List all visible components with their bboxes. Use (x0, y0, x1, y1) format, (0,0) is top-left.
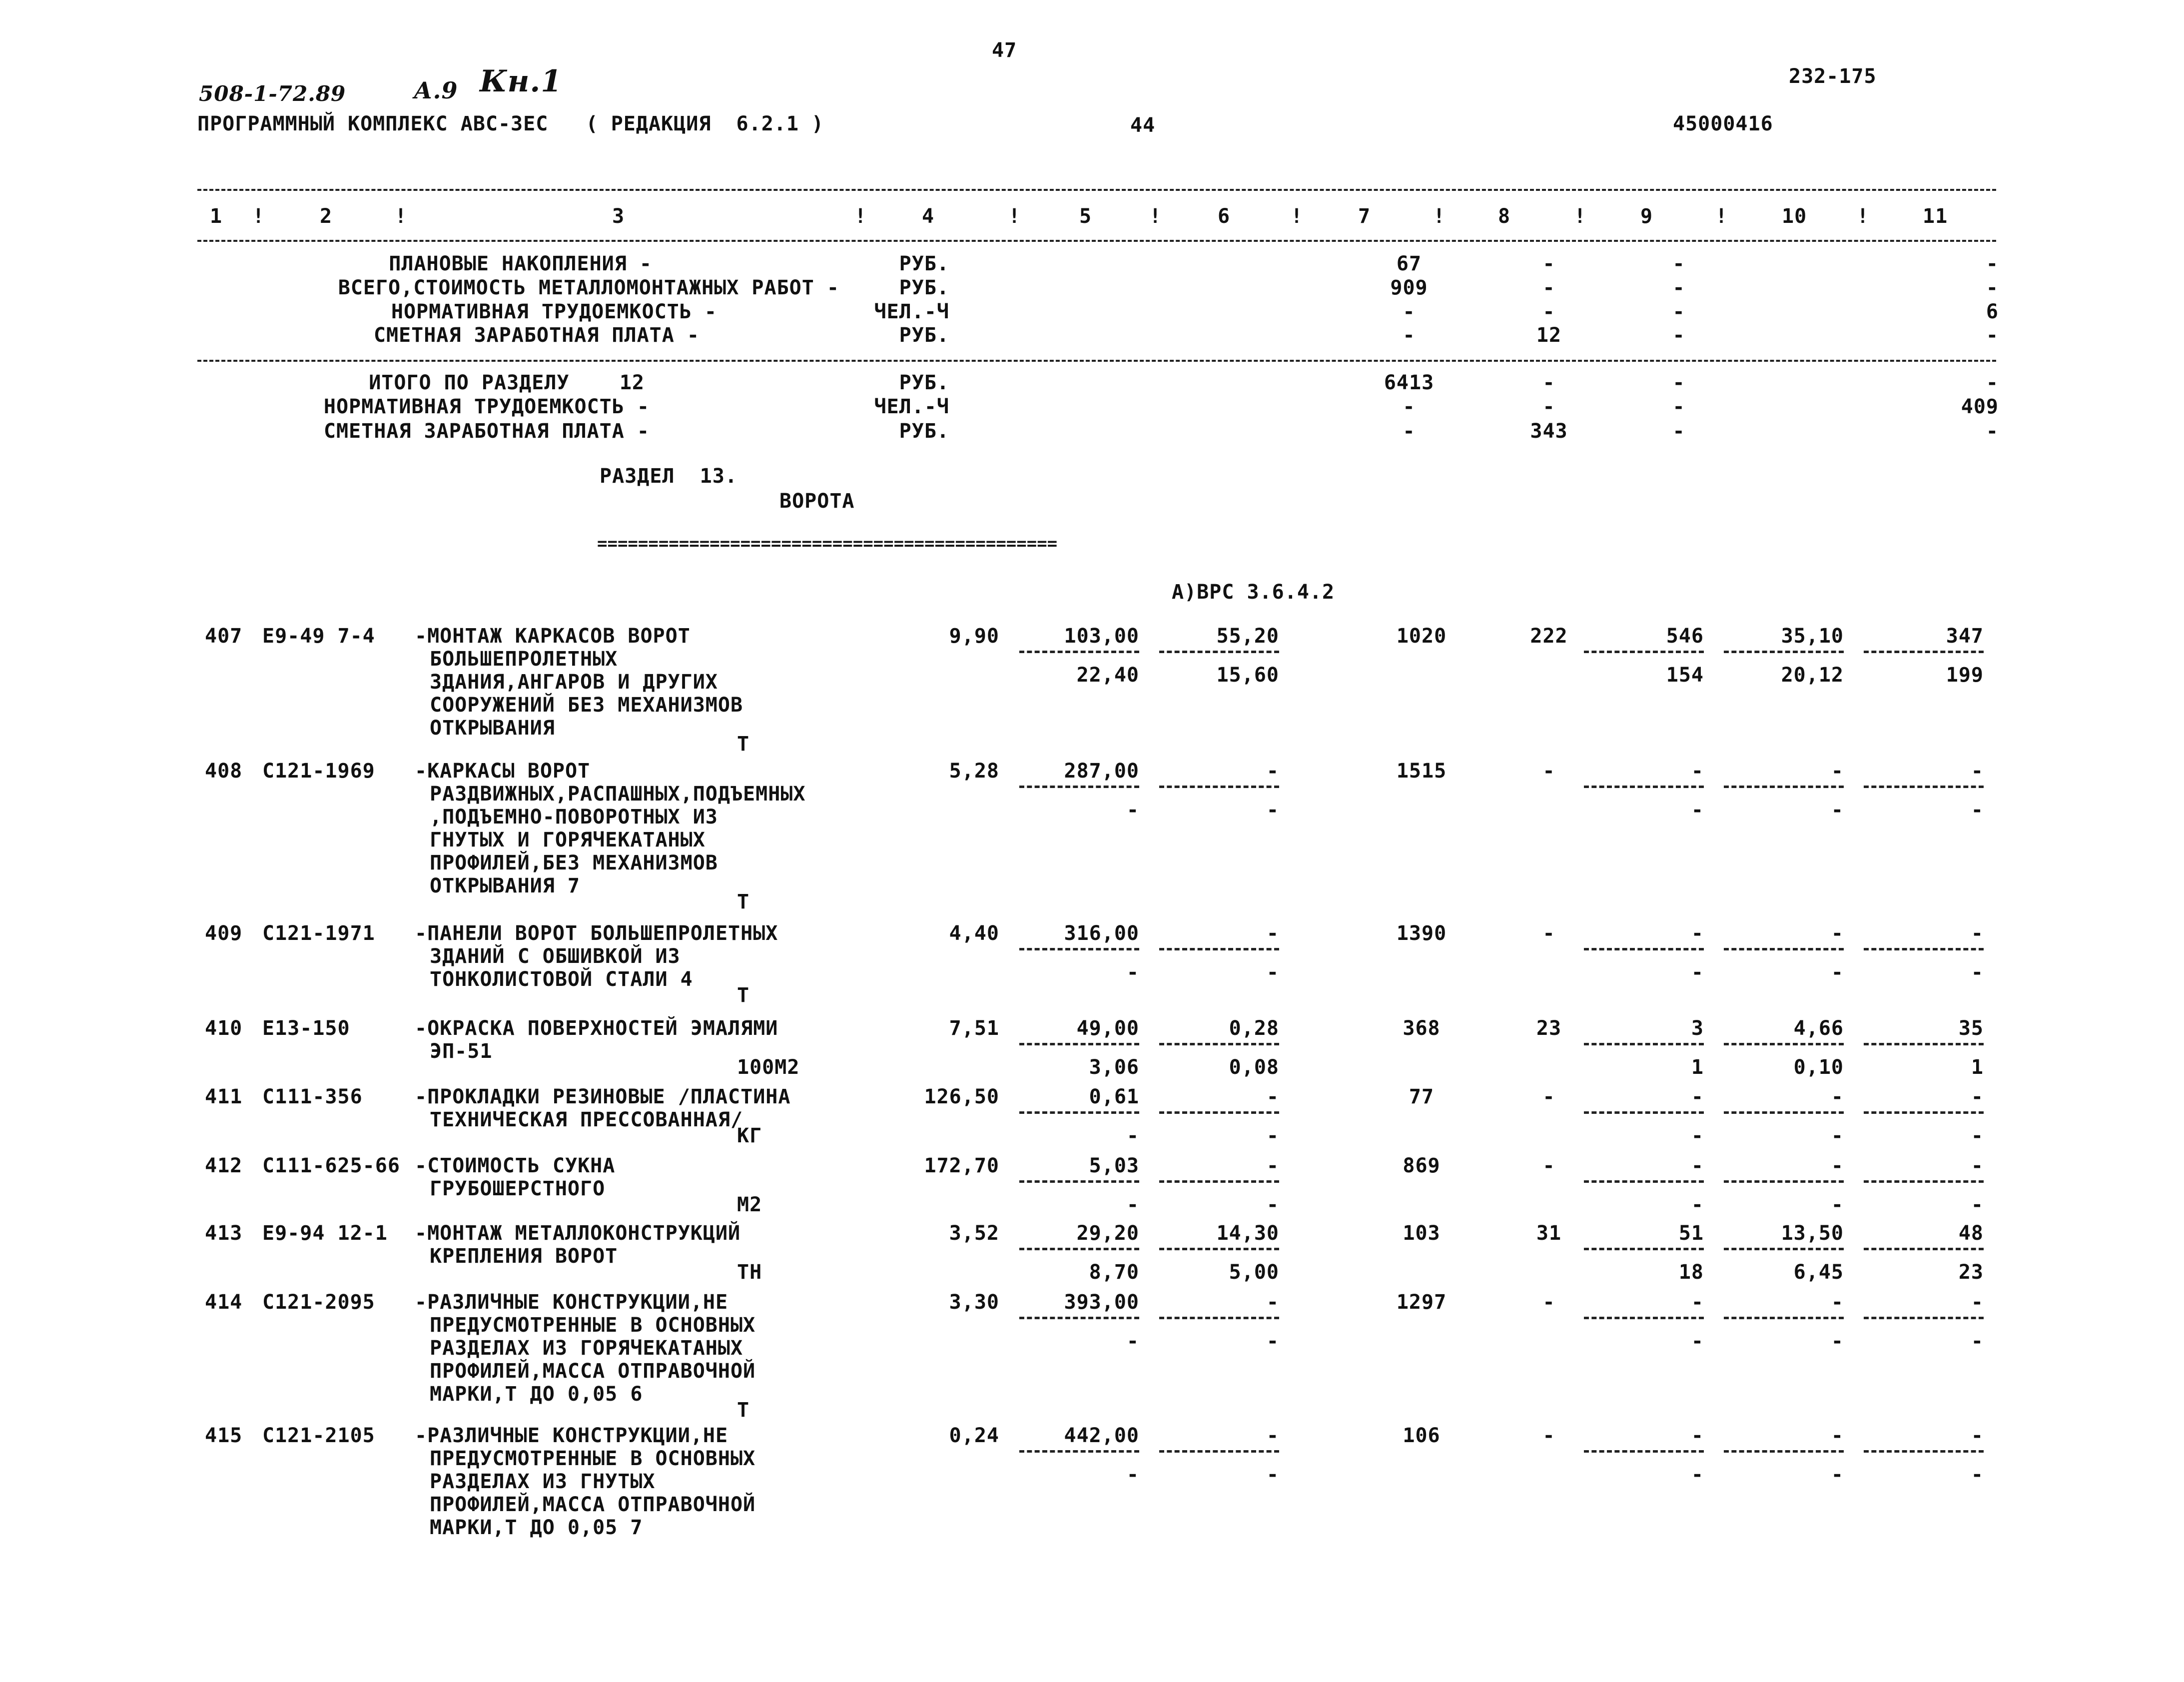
value-separator (1159, 1317, 1279, 1319)
summary-col11: - (1986, 420, 1999, 443)
value-separator (1019, 1317, 1139, 1319)
col-2: 2 (320, 205, 333, 228)
item-c11-lower: - (1971, 1193, 1984, 1216)
item-c10-upper: 35,10 (1781, 625, 1844, 648)
item-c9-upper: 546 (1666, 625, 1704, 648)
item-col8: - (1542, 760, 1555, 783)
item-description-line: -РАЗЛИЧНЫЕ КОНСТРУКЦИИ,НЕ (415, 1291, 728, 1314)
item-number: 411 (205, 1085, 243, 1108)
value-separator (1019, 1111, 1139, 1114)
summary-col8: - (1542, 395, 1555, 418)
item-description-line: -СТОИМОСТЬ СУКНА (415, 1154, 616, 1177)
item-c6-lower: - (1266, 1463, 1279, 1486)
item-c6-upper: - (1266, 1424, 1279, 1447)
item-col7: 77 (1409, 1085, 1435, 1108)
summary-col8: 12 (1536, 324, 1562, 347)
drawing-stamp: 508-1-72.89 (199, 81, 346, 106)
value-separator (1159, 651, 1279, 653)
item-c10-lower: - (1831, 961, 1844, 984)
value-separator (1019, 1450, 1139, 1453)
item-code: С111-356 (262, 1085, 363, 1108)
item-c5-upper: 287,00 (1064, 760, 1139, 783)
value-separator (1864, 1450, 1984, 1453)
item-c6-upper: - (1266, 1085, 1279, 1108)
value-separator (1724, 1043, 1844, 1045)
value-separator (1584, 1111, 1704, 1114)
value-separator (1864, 948, 1984, 950)
item-c10-lower: 20,12 (1781, 664, 1844, 687)
item-quantity: 7,51 (949, 1017, 999, 1040)
item-quantity: 3,52 (949, 1222, 999, 1245)
item-number: 407 (205, 625, 243, 648)
item-c9-upper: - (1691, 922, 1704, 945)
summary-unit: ЧЕЛ.-Ч (874, 395, 949, 418)
item-code: Е9-94 12-1 (262, 1222, 388, 1245)
summary-col11: - (1986, 276, 1999, 299)
item-unit: 100М2 (737, 1056, 800, 1079)
item-number: 408 (205, 760, 243, 783)
item-col7: 106 (1403, 1424, 1441, 1447)
item-c6-upper: - (1266, 922, 1279, 945)
value-separator (1864, 1180, 1984, 1183)
value-separator (1019, 786, 1139, 788)
item-c9-lower: 154 (1666, 664, 1704, 687)
item-col8: - (1542, 1085, 1555, 1108)
value-separator (1724, 1180, 1844, 1183)
item-col8: - (1542, 1424, 1555, 1447)
item-c5-lower: - (1126, 799, 1139, 822)
item-c11-upper: - (1971, 1085, 1984, 1108)
item-unit: КГ (737, 1124, 762, 1147)
item-col8: 23 (1536, 1017, 1562, 1040)
header-rule-top (197, 189, 1996, 191)
album-mark: А.9 (414, 77, 458, 104)
section-title: РАЗДЕЛ 13. (600, 465, 737, 488)
value-separator (1864, 1317, 1984, 1319)
value-separator (1864, 651, 1984, 653)
summary-unit: РУБ. (899, 252, 949, 275)
item-c9-lower: - (1691, 961, 1704, 984)
item-c11-lower: - (1971, 1330, 1984, 1353)
code-number: 45000416 (1673, 112, 1773, 135)
sheet-number: 44 (1130, 114, 1156, 137)
item-c11-lower: 23 (1958, 1261, 1984, 1284)
value-separator (1159, 1111, 1279, 1114)
item-c11-lower: - (1971, 1463, 1984, 1486)
value-separator (1019, 948, 1139, 950)
item-c9-lower: - (1691, 1330, 1704, 1353)
summary-label: ИТОГО ПО РАЗДЕЛУ 12 (369, 371, 645, 394)
item-code: Е13-150 (262, 1017, 350, 1040)
item-c6-lower: - (1266, 1193, 1279, 1216)
item-unit: Т (737, 1399, 750, 1422)
item-quantity: 3,30 (949, 1291, 999, 1314)
program-line: ПРОГРАММНЫЙ КОМПЛЕКС АВС-3ЕС ( РЕДАКЦИЯ 6.2.1 ) (197, 112, 824, 135)
item-c10-lower: 6,45 (1793, 1261, 1844, 1284)
summary-col7: - (1403, 420, 1416, 443)
summary-col8: 343 (1530, 420, 1568, 443)
item-c5-lower: 8,70 (1089, 1261, 1139, 1284)
item-c9-upper: 3 (1691, 1017, 1704, 1040)
summary-col11: - (1986, 252, 1999, 275)
summary-col8: - (1542, 252, 1555, 275)
item-c9-upper: - (1691, 760, 1704, 783)
item-c10-upper: - (1831, 760, 1844, 783)
item-c10-upper: - (1831, 922, 1844, 945)
item-c6-lower: 0,08 (1229, 1056, 1279, 1079)
summary-col9: - (1672, 395, 1685, 418)
item-col8: - (1542, 1291, 1555, 1314)
item-number: 412 (205, 1154, 243, 1177)
item-c11-lower: 1 (1971, 1056, 1984, 1079)
item-c6-lower: 5,00 (1229, 1261, 1279, 1284)
item-description-line: ПРОФИЛЕЙ,БЕЗ МЕХАНИЗМОВ (430, 851, 718, 874)
item-description-line: ГНУТЫХ И ГОРЯЧЕКАТАНЫХ (430, 829, 706, 851)
item-c11-lower: - (1971, 1124, 1984, 1147)
item-col7: 1297 (1396, 1291, 1447, 1314)
summary-col8: - (1542, 371, 1555, 394)
summary-label: НОРМАТИВНАЯ ТРУДОЕМКОСТЬ - (323, 395, 650, 418)
item-description-line: МАРКИ,Т ДО 0,05 7 (430, 1516, 643, 1539)
col-5: 5 (1079, 205, 1092, 228)
item-unit: Т (737, 890, 750, 913)
item-description-line: -КАРКАСЫ ВОРОТ (415, 760, 591, 783)
item-quantity: 172,70 (924, 1154, 999, 1177)
item-c10-upper: - (1831, 1085, 1844, 1108)
value-separator (1019, 1043, 1139, 1045)
section-separator: ============================================= (597, 534, 1058, 554)
item-c9-upper: - (1691, 1291, 1704, 1314)
item-number: 409 (205, 922, 243, 945)
item-c10-lower: - (1831, 799, 1844, 822)
item-quantity: 9,90 (949, 625, 999, 648)
item-description-line: ПРОФИЛЕЙ,МАССА ОТПРАВОЧНОЙ (430, 1360, 756, 1383)
value-separator (1724, 1450, 1844, 1453)
value-separator (1159, 1450, 1279, 1453)
summary-col8: - (1542, 276, 1555, 299)
item-description-line: ТЕХНИЧЕСКАЯ ПРЕССОВАННАЯ/ (430, 1108, 743, 1131)
summary-unit: ЧЕЛ.-Ч (874, 300, 949, 323)
item-col7: 368 (1403, 1017, 1441, 1040)
item-c10-lower: - (1831, 1124, 1844, 1147)
item-c5-upper: 316,00 (1064, 922, 1139, 945)
item-description-line: ГРУБОШЕРСТНОГО (430, 1177, 606, 1200)
item-c6-lower: - (1266, 1124, 1279, 1147)
col-11: 11 (1923, 205, 1948, 228)
summary-col7: 6413 (1384, 371, 1435, 394)
summary-col7: - (1403, 395, 1416, 418)
summary-label: СМЕТНАЯ ЗАРАБОТНАЯ ПЛАТА - (373, 324, 700, 347)
item-c6-upper: - (1266, 1291, 1279, 1314)
item-c11-upper: - (1971, 922, 1984, 945)
item-code: С121-2095 (262, 1291, 375, 1314)
item-c10-upper: 13,50 (1781, 1222, 1844, 1245)
item-c6-lower: - (1266, 799, 1279, 822)
value-separator (1584, 1180, 1704, 1183)
summary-col7: - (1403, 324, 1416, 347)
summary-unit: РУБ. (899, 420, 949, 443)
item-c5-lower: - (1126, 1193, 1139, 1216)
value-separator (1584, 1248, 1704, 1250)
item-code: Е9-49 7-4 (262, 625, 375, 648)
item-code: С121-2105 (262, 1424, 375, 1447)
item-number: 413 (205, 1222, 243, 1245)
item-c5-lower: - (1126, 961, 1139, 984)
header-rule-bottom (197, 240, 1996, 242)
summary-label: СМЕТНАЯ ЗАРАБОТНАЯ ПЛАТА - (323, 420, 650, 443)
item-description-line: -РАЗЛИЧНЫЕ КОНСТРУКЦИИ,НЕ (415, 1424, 728, 1447)
item-description-line: ЗДАНИЙ С ОБШИВКОЙ ИЗ (430, 945, 681, 968)
item-c9-lower: - (1691, 1463, 1704, 1486)
item-description-line: ЭП-51 (430, 1040, 493, 1063)
value-separator (1584, 1043, 1704, 1045)
item-c6-upper: - (1266, 760, 1279, 783)
summary-col11: - (1986, 371, 1999, 394)
item-col7: 1515 (1396, 760, 1447, 783)
item-c11-lower: 199 (1946, 664, 1984, 687)
summary-col9: - (1672, 300, 1685, 323)
value-separator (1584, 786, 1704, 788)
item-c10-lower: 0,10 (1793, 1056, 1844, 1079)
col-3: 3 (612, 205, 625, 228)
item-code: С121-1969 (262, 760, 375, 783)
value-separator (1159, 786, 1279, 788)
item-c10-upper: - (1831, 1424, 1844, 1447)
item-col8: 31 (1536, 1222, 1562, 1245)
item-c10-upper: - (1831, 1154, 1844, 1177)
summary-col8: - (1542, 300, 1555, 323)
value-separator (1724, 1248, 1844, 1250)
document-code: 232-175 (1789, 65, 1877, 88)
item-c11-upper: - (1971, 1424, 1984, 1447)
col-6: 6 (1218, 205, 1231, 228)
item-c6-upper: - (1266, 1154, 1279, 1177)
value-separator (1019, 1248, 1139, 1250)
item-number: 414 (205, 1291, 243, 1314)
item-c6-lower: 15,60 (1216, 664, 1279, 687)
item-c10-upper: 4,66 (1793, 1017, 1844, 1040)
col-1: 1 (210, 205, 223, 228)
item-c6-upper: 0,28 (1229, 1017, 1279, 1040)
summary-unit: РУБ. (899, 276, 949, 299)
item-description-line: ОТКРЫВАНИЯ (430, 717, 555, 740)
value-separator (1724, 1111, 1844, 1114)
item-c9-lower: 1 (1691, 1056, 1704, 1079)
item-c9-upper: - (1691, 1085, 1704, 1108)
item-c9-lower: 18 (1678, 1261, 1704, 1284)
col-9: 9 (1640, 205, 1653, 228)
summary-unit: РУБ. (899, 371, 949, 394)
col-8: 8 (1498, 205, 1511, 228)
item-description-line: ЗДАНИЯ,АНГАРОВ И ДРУГИХ (430, 671, 718, 694)
value-separator (1584, 1450, 1704, 1453)
item-code: С121-1971 (262, 922, 375, 945)
item-c5-lower: - (1126, 1124, 1139, 1147)
section-subtitle: А)ВРС 3.6.4.2 (1172, 581, 1335, 604)
section-name: ВОРОТА (779, 490, 855, 513)
item-description-line: ОТКРЫВАНИЯ 7 (430, 874, 580, 897)
item-description-line: -ПРОКЛАДКИ РЕЗИНОВЫЕ /ПЛАСТИНА (415, 1085, 791, 1108)
item-c5-lower: 3,06 (1089, 1056, 1139, 1079)
value-separator (1724, 1317, 1844, 1319)
value-separator (1159, 1180, 1279, 1183)
item-description-line: РАЗДЕЛАХ ИЗ ГНУТЫХ (430, 1470, 656, 1493)
summary-label: ПЛАНОВЫЕ НАКОПЛЕНИЯ - (389, 252, 652, 275)
item-c11-upper: 347 (1946, 625, 1984, 648)
item-col8: - (1542, 922, 1555, 945)
value-separator (1724, 786, 1844, 788)
item-col8: 222 (1530, 625, 1568, 648)
item-col7: 103 (1403, 1222, 1441, 1245)
item-c5-lower: - (1126, 1463, 1139, 1486)
book-mark: Кн.1 (480, 64, 562, 99)
item-c9-upper: 51 (1678, 1222, 1704, 1245)
value-separator (1159, 1043, 1279, 1045)
item-description-line: ПРЕДУСМОТРЕННЫЕ В ОСНОВНЫХ (430, 1314, 756, 1337)
item-c10-upper: - (1831, 1291, 1844, 1314)
item-c11-lower: - (1971, 799, 1984, 822)
item-c9-lower: - (1691, 799, 1704, 822)
item-c5-upper: 393,00 (1064, 1291, 1139, 1314)
item-c6-lower: - (1266, 961, 1279, 984)
item-description-line: -ПАНЕЛИ ВОРОТ БОЛЬШЕПРОЛЕТНЫХ (415, 922, 778, 945)
summary-col11: - (1986, 324, 1999, 347)
summary-label: НОРМАТИВНАЯ ТРУДОЕМКОСТЬ - (391, 300, 717, 323)
item-code: С111-625-66 (262, 1154, 400, 1177)
item-number: 415 (205, 1424, 243, 1447)
summary-col7: 67 (1396, 252, 1422, 275)
summary-col9: - (1672, 252, 1685, 275)
item-number: 410 (205, 1017, 243, 1040)
summary-unit: РУБ. (899, 324, 949, 347)
summary-col9: - (1672, 276, 1685, 299)
col-4: 4 (922, 205, 935, 228)
summary-col11: 6 (1986, 300, 1999, 323)
item-c11-lower: - (1971, 961, 1984, 984)
item-c9-lower: - (1691, 1124, 1704, 1147)
item-unit: Т (737, 984, 750, 1007)
item-c10-lower: - (1831, 1463, 1844, 1486)
item-description-line: СООРУЖЕНИЙ БЕЗ МЕХАНИЗМОВ (430, 694, 743, 717)
item-description-line: -МОНТАЖ КАРКАСОВ ВОРОТ (415, 625, 691, 648)
item-c5-upper: 103,00 (1064, 625, 1139, 648)
item-c6-upper: 14,30 (1216, 1222, 1279, 1245)
item-c11-upper: 35 (1958, 1017, 1984, 1040)
item-unit: ТН (737, 1261, 762, 1284)
item-description-line: -ОКРАСКА ПОВЕРХНОСТЕЙ ЭМАЛЯМИ (415, 1017, 778, 1040)
item-description-line: ПРОФИЛЕЙ,МАССА ОТПРАВОЧНОЙ (430, 1493, 756, 1516)
item-col8: - (1542, 1154, 1555, 1177)
item-c11-upper: - (1971, 760, 1984, 783)
item-description-line: МАРКИ,Т ДО 0,05 6 (430, 1383, 643, 1406)
summary-col9: - (1672, 371, 1685, 394)
item-c5-lower: - (1126, 1330, 1139, 1353)
value-separator (1864, 1043, 1984, 1045)
item-c6-lower: - (1266, 1330, 1279, 1353)
col-7: 7 (1358, 205, 1371, 228)
value-separator (1724, 948, 1844, 950)
item-quantity: 126,50 (924, 1085, 999, 1108)
item-col7: 1390 (1396, 922, 1447, 945)
summary-col9: - (1672, 324, 1685, 347)
value-separator (1584, 1317, 1704, 1319)
col-10: 10 (1782, 205, 1807, 228)
item-c11-upper: 48 (1958, 1222, 1984, 1245)
summary-label: ВСЕГО,СТОИМОСТЬ МЕТАЛЛОМОНТАЖНЫХ РАБОТ - (338, 276, 839, 299)
value-separator (1864, 786, 1984, 788)
item-description-line: -МОНТАЖ МЕТАЛЛОКОНСТРУКЦИЙ (415, 1222, 741, 1245)
item-c11-upper: - (1971, 1154, 1984, 1177)
item-c5-upper: 29,20 (1076, 1222, 1139, 1245)
item-description-line: РАЗДЕЛАХ ИЗ ГОРЯЧЕКАТАНЫХ (430, 1337, 743, 1360)
summary-col9: - (1672, 420, 1685, 443)
item-quantity: 5,28 (949, 760, 999, 783)
item-unit: М2 (737, 1193, 762, 1216)
item-c10-lower: - (1831, 1193, 1844, 1216)
value-separator (1584, 948, 1704, 950)
value-separator (1019, 651, 1139, 653)
item-col7: 1020 (1396, 625, 1447, 648)
item-col7: 869 (1403, 1154, 1441, 1177)
item-quantity: 0,24 (949, 1424, 999, 1447)
item-c5-upper: 442,00 (1064, 1424, 1139, 1447)
summary-col11: 409 (1961, 395, 1999, 418)
item-description-line: РАЗДВИЖНЫХ,РАСПАШНЫХ,ПОДЪЕМНЫХ (430, 783, 806, 806)
item-c9-lower: - (1691, 1193, 1704, 1216)
item-quantity: 4,40 (949, 922, 999, 945)
value-separator (1584, 651, 1704, 653)
value-separator (1724, 651, 1844, 653)
item-description-line: БОЛЬШЕПРОЛЕТНЫХ (430, 648, 618, 671)
summary-col7: 909 (1390, 276, 1428, 299)
item-unit: Т (737, 733, 750, 756)
page-number: 47 (992, 39, 1017, 62)
item-description-line: КРЕПЛЕНИЯ ВОРОТ (430, 1245, 618, 1268)
summary-rule (197, 360, 1996, 362)
item-c5-upper: 49,00 (1076, 1017, 1139, 1040)
item-description-line: ,ПОДЪЕМНО-ПОВОРОТНЫХ ИЗ (430, 806, 718, 829)
summary-col7: - (1403, 300, 1416, 323)
item-c5-upper: 5,03 (1089, 1154, 1139, 1177)
value-separator (1864, 1111, 1984, 1114)
item-c11-upper: - (1971, 1291, 1984, 1314)
item-c9-upper: - (1691, 1154, 1704, 1177)
item-c10-lower: - (1831, 1330, 1844, 1353)
value-separator (1019, 1180, 1139, 1183)
item-description-line: ПРЕДУСМОТРЕННЫЕ В ОСНОВНЫХ (430, 1447, 756, 1470)
item-c6-upper: 55,20 (1216, 625, 1279, 648)
value-separator (1159, 948, 1279, 950)
item-c9-upper: - (1691, 1424, 1704, 1447)
item-c5-upper: 0,61 (1089, 1085, 1139, 1108)
item-c5-lower: 22,40 (1076, 664, 1139, 687)
item-description-line: ТОНКОЛИСТОВОЙ СТАЛИ 4 (430, 968, 693, 991)
value-separator (1864, 1248, 1984, 1250)
value-separator (1159, 1248, 1279, 1250)
